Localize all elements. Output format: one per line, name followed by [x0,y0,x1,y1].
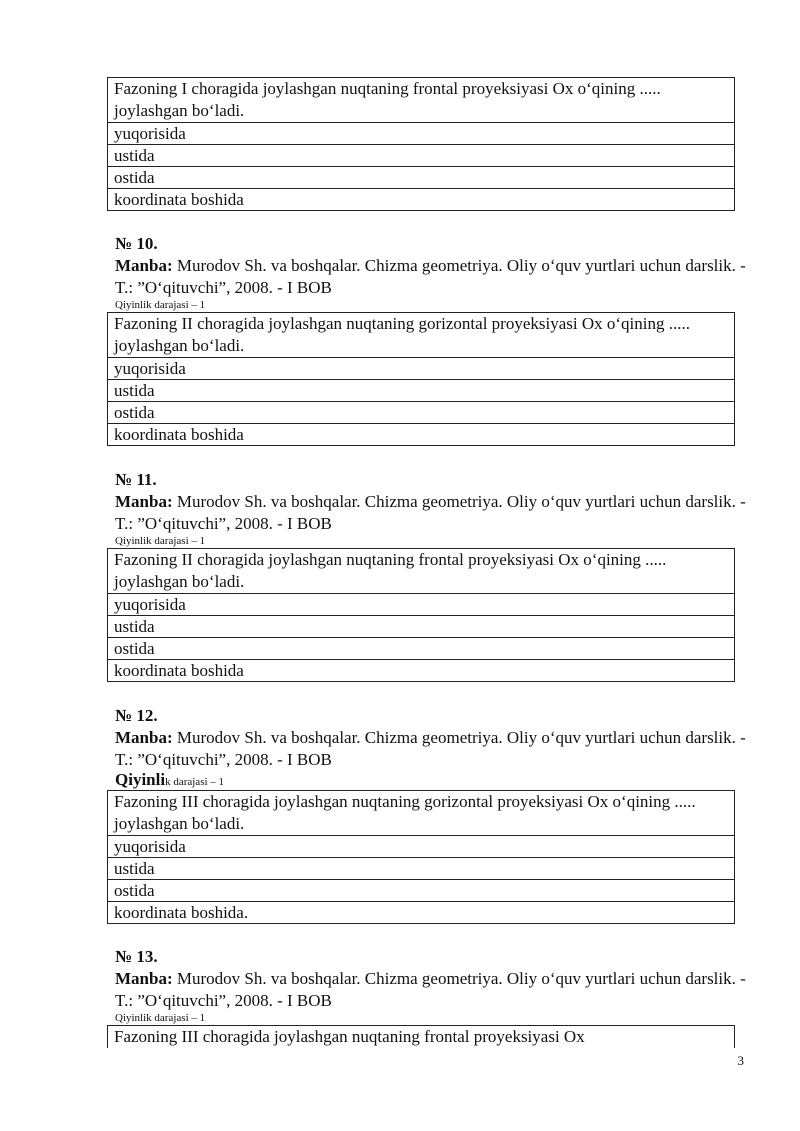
question-number: № 13. [115,947,158,966]
question-text: Fazoning III choragida joylashgan nuqtaning frontal proyeksiyasi Ox [114,1027,585,1046]
source-text: Murodov Sh. va boshqalar. Chizma geometriya. Oliy o‘quv yurtlari uchun darslik. -T.: ”O‘qituvchi”, 2008. - I BOB [115,728,746,769]
source-label: Manba: [115,492,173,511]
source-citation [115,255,755,299]
answer-option: yuqorisida [108,593,734,615]
question-number: № 11. [115,470,157,489]
answer-option: ustida [108,379,734,401]
answer-option: ustida [108,144,734,166]
page-number: 3 [737,1053,744,1068]
answer-option: koordinata boshida [108,659,734,681]
answer-option: koordinata boshida [108,188,734,210]
question-text: Fazoning I choragida joylashgan nuqtaning frontal proyeksiyasi Ox o‘qining ..... joylashgan bo‘ladi. [114,79,661,120]
question-text: Fazoning II choragida joylashgan nuqtaning gorizontal proyeksiyasi Ox o‘qining ..... joylashgan bo‘ladi. [114,314,690,355]
question-header [115,469,755,548]
answer-option: yuqorisida [108,357,734,379]
question-table [107,548,735,682]
difficulty-rest: k darajasi – 1 [165,776,225,788]
question-table [107,312,735,446]
answer-option: yuqorisida [108,835,734,857]
answer-option: ustida [108,857,734,879]
source-text: Murodov Sh. va boshqalar. Chizma geometriya. Oliy o‘quv yurtlari uchun darslik. -T.: ”O‘qituvchi”, 2008. - I BOB [115,256,746,297]
question-number: № 10. [115,234,158,253]
question-table [107,1025,735,1048]
question-text: Fazoning II choragida joylashgan nuqtaning frontal proyeksiyasi Ox o‘qining ..... joylashgan bo‘ladi. [114,550,667,591]
question-header [115,233,755,312]
question-number: № 12. [115,706,158,725]
answer-option: koordinata boshida [108,423,734,445]
source-text: Murodov Sh. va boshqalar. Chizma geometriya. Oliy o‘quv yurtlari uchun darslik. -T.: ”O‘qituvchi”, 2008. - I BOB [115,969,746,1010]
source-text: Murodov Sh. va boshqalar. Chizma geometriya. Oliy o‘quv yurtlari uchun darslik. -T.: ”O‘qituvchi”, 2008. - I BOB [115,492,746,533]
difficulty-level: Qiyinlik darajasi – 1 [115,1012,206,1024]
difficulty-level: Qiyinlik darajasi – 1 [115,535,206,547]
source-citation [115,968,755,1012]
difficulty-level [115,771,755,789]
question-header [115,705,755,789]
source-citation [115,491,755,535]
answer-option: koordinata boshida. [108,901,734,923]
question-text: Fazoning III choragida joylashgan nuqtaning gorizontal proyeksiyasi Ox o‘qining ..... joylashgan bo‘ladi. [114,792,696,833]
answer-option: ostida [108,879,734,901]
question-table [107,790,735,924]
source-label: Manba: [115,728,173,747]
difficulty-level: Qiyinlik darajasi – 1 [115,299,206,311]
difficulty-bold-fragment: Qiyinli [115,770,166,789]
source-label: Manba: [115,969,173,988]
answer-option: yuqorisida [108,122,734,144]
question-header [115,946,755,1025]
question-table [107,77,735,211]
answer-option: ostida [108,637,734,659]
answer-option: ustida [108,615,734,637]
answer-option: ostida [108,401,734,423]
source-citation [115,727,755,771]
source-label: Manba: [115,256,173,275]
answer-option: ostida [108,166,734,188]
